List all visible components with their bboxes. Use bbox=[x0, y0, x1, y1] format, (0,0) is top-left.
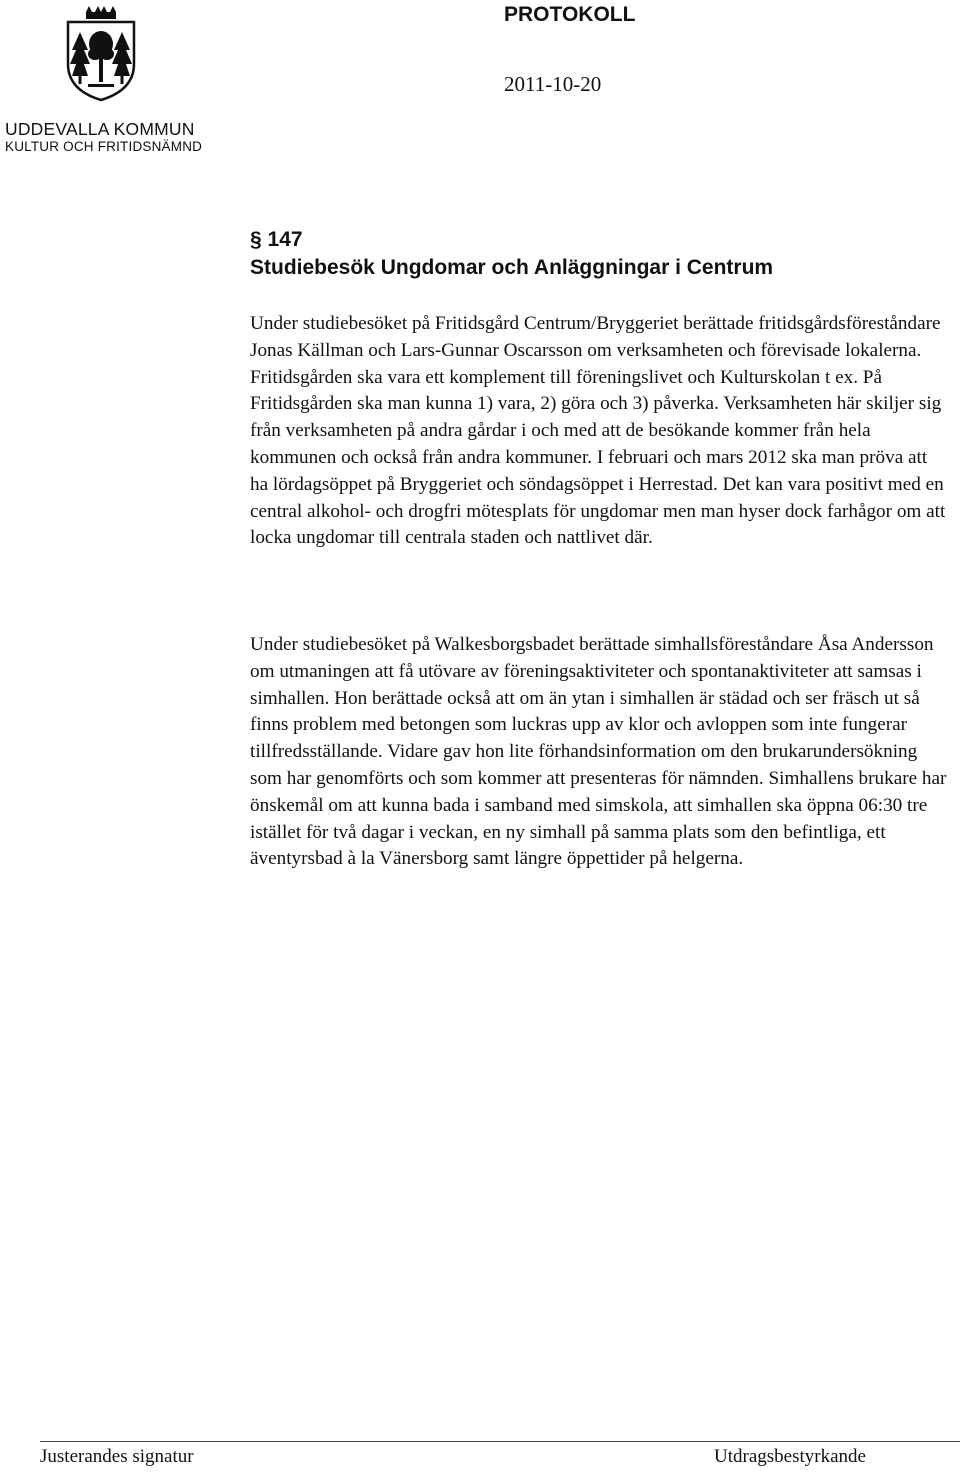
department-name: KULTUR OCH FRITIDSNÄMND bbox=[5, 139, 203, 154]
section-number: § 147 bbox=[250, 228, 303, 251]
municipal-coat-of-arms-icon bbox=[62, 6, 140, 102]
footer-signature-label: Justerandes signatur bbox=[40, 1446, 194, 1467]
org-block bbox=[5, 119, 202, 155]
org-name: UDDEVALLA KOMMUN bbox=[5, 119, 195, 139]
document-date: 2011-10-20 bbox=[504, 72, 602, 96]
footer-certification-label: Utdragsbestyrkande bbox=[714, 1446, 866, 1467]
section-title: Studiebesök Ungdomar och Anläggningar i Centrum bbox=[250, 256, 774, 279]
footer-divider bbox=[40, 1441, 960, 1442]
body-paragraph-1: Under studiebesöket på Fritidsgård Centrum/Bryggeriet berättade fritidsgårdsföreståndare Jonas Källman och Lars-Gunnar Oscarsson om verksamheten och förevisade lokalerna. Fritidsgården ska vara ett komplement till föreningslivet och Kulturskolan t ex. På Fritidsgården ska man kunna 1) vara, 2) göra och 3) påverka. Verksamheten här skiljer sig från verksamheten på andra gårdar i och med att de besökande kommer från hela kommunen och också från andra kommuner. I februari och mars 2012 ska man pröva att ha lördagsöppet på Bryggeriet och söndagsöppet i Herrestad. Det kan vara positivt med en central alkohol- och drogfri mötesplats för ungdomar men man hyser dock farhågor om att locka ungdomar till centrala staden och nattlivet där. bbox=[250, 313, 946, 549]
body-paragraph-2: Under studiebesöket på Walkesborgsbadet berättade simhallsföreståndare Åsa Andersson om utmaningen att få utövare av föreningsaktiviteter och spontanaktiviteter att samsas i simhallen. Hon berättade också att om än ytan i simhallen är städad och ser fräsch ut så finns problem med betongen som luckras upp av klor och avloppen som inte fungerar tillfredsställande. Vidare gav hon lite förhandsinformation om den brukarundersökning som har genomförts och som kommer att presenteras för nämnden. Simhallens brukare har önskemål om att kunna bada i samband med simskola, att simhallen ska öppna 06:30 tre istället för två dagar i veckan, en ny simhall på samma plats som den befintliga, ett äventyrsbad à la Vänersborg samt längre öppettider på helgerna. bbox=[250, 634, 947, 870]
document-type: PROTOKOLL bbox=[504, 3, 636, 26]
